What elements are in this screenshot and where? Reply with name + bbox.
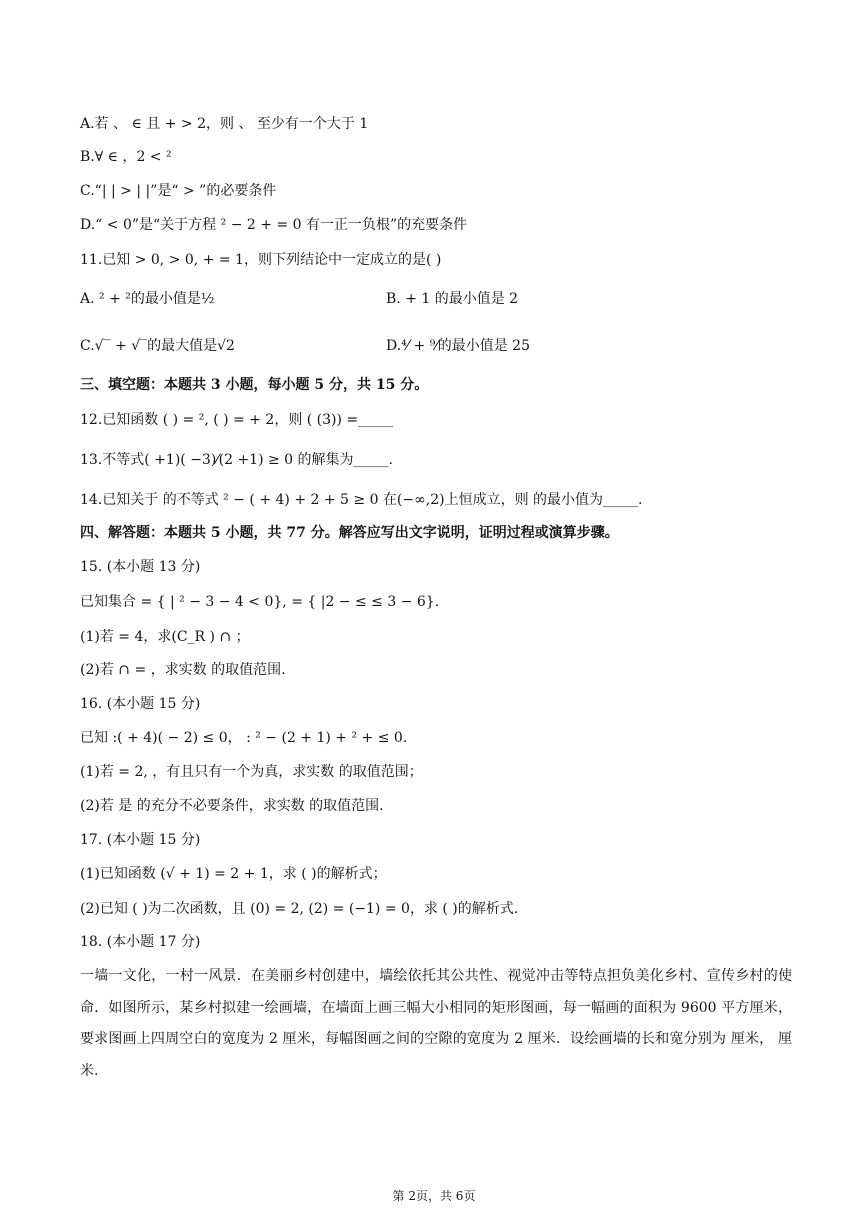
q11-option-d: D.⁴⁄ + ⁹⁄的最小值是 25	[386, 338, 530, 354]
q11-option-b: B. + 1 的最小值是 2	[386, 291, 519, 307]
question-12: 12.已知函数 ( ) = ², ( ) = + 2，则 ( (3)) =_____	[80, 412, 394, 428]
q11-option-c: C.√‾ + √‾的最大值是√2	[80, 338, 235, 354]
q11-option-a: A. ² + ²的最小值是½	[80, 291, 215, 307]
question-15-stem: 已知集合 = { | ² − 3 − 4 < 0}, = { |2 − ≤ ≤ 3 − 6}.	[80, 594, 440, 610]
question-17-part-2: (2)已知 ( )为二次函数，且 (0) = 2, (2) = (−1) = 0，求 ( )的解析式.	[80, 901, 519, 917]
question-16-title: 16. (本小题 15 分)	[80, 696, 201, 712]
question-18-title: 18. (本小题 17 分)	[80, 934, 201, 950]
section-fill-in-heading: 三、填空题：本题共 3 小题，每小题 5 分，共 15 分。	[80, 377, 429, 393]
question-18-paragraph: 一墙一文化，一村一风景．在美丽乡村创建中，墙绘依托其公共性、视觉冲击等特点担负美化乡村、宣传乡村的使命．如图所示，某乡村拟建一绘画墙，在墙面上画三幅大小相同的矩形图画，每一幅画的面积为 9600 平方厘米，要求图画上四周空白的宽度为 2 厘米，每幅图画之间的空隙的宽度为 2 厘米．设绘画墙的长和宽分别为 厘米， 厘米.	[80, 968, 792, 1079]
question-16-stem: 已知 :( + 4)( − 2) ≤ 0， : ² − (2 + 1) + ² + ≤ 0.	[80, 730, 408, 746]
question-16-part-2: (2)若 是 的充分不必要条件，求实数 的取值范围.	[80, 798, 384, 814]
option-d-line: D.“ < 0”是“关于方程 ² − 2 + = 0 有一正一负根”的充要条件	[80, 217, 468, 233]
question-14: 14.已知关于 的不等式 ² − ( + 4) + 2 + 5 ≥ 0 在(−∞,2)上恒成立，则 的最小值为_____.	[80, 492, 643, 508]
question-11: 11.已知 > 0, > 0, + = 1，则下列结论中一定成立的是( )	[80, 252, 442, 268]
page-footer: 第 2页，共 6页	[392, 1189, 476, 1203]
section-answer-heading: 四、解答题：本题共 5 小题，共 77 分。解答应写出文字说明，证明过程或演算步骤。	[80, 525, 619, 541]
question-13: 13.不等式( +1)( −3)⁄(2 +1) ≥ 0 的解集为_____.	[80, 452, 393, 468]
question-17-title: 17. (本小题 15 分)	[80, 832, 201, 848]
question-15-part-1: (1)若 = 4，求(C_R ) ∩ ；	[80, 629, 250, 645]
question-15-part-2: (2)若 ∩ = ，求实数 的取值范围.	[80, 662, 286, 678]
option-a-line: A.若 、 ∈ 且 + > 2，则 、 至少有一个大于 1	[80, 116, 369, 132]
question-17-part-1: (1)已知函数 (√ + 1) = 2 + 1，求 ( )的解析式；	[80, 866, 387, 882]
question-16-part-1: (1)若 = 2, ，有且只有一个为真，求实数 的取值范围；	[80, 764, 423, 780]
option-c-line: C.“| | > | |”是“ > ”的必要条件	[80, 183, 277, 199]
question-15-title: 15. (本小题 13 分)	[80, 559, 201, 575]
option-b-line: B.∀ ∈ ，2 < ²	[80, 149, 172, 165]
